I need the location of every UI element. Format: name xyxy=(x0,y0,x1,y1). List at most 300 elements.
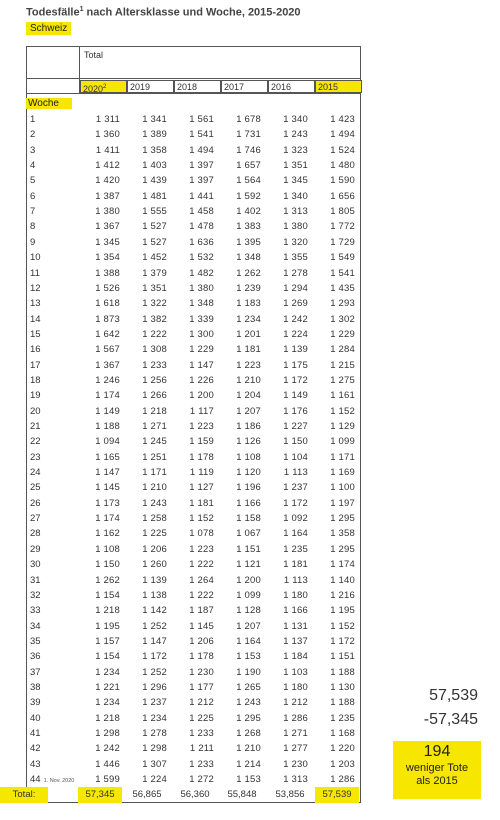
cell-2016: 1 323 xyxy=(283,144,308,156)
cell-2020: 1 221 xyxy=(95,681,120,693)
week-number xyxy=(30,434,41,449)
week-number xyxy=(30,649,41,664)
cell-2020: 1 387 xyxy=(95,190,120,202)
cell-2015: 1 302 xyxy=(330,313,355,325)
cell-2019: 1 224 xyxy=(142,774,167,786)
cell-2020: 1 218 xyxy=(95,712,120,724)
cell-2019: 1 172 xyxy=(142,651,167,663)
cell-2015: 1 656 xyxy=(330,190,355,202)
cell-2017: 1 395 xyxy=(236,236,261,248)
cell-2017: 1 262 xyxy=(236,267,261,279)
week-note: 1. Nov. 2020 xyxy=(43,778,75,785)
cell-2019: 1 225 xyxy=(142,528,167,540)
week-label: 19 xyxy=(30,390,41,402)
cell-2016: 1 340 xyxy=(283,114,308,125)
cell-2019: 1 142 xyxy=(142,605,167,617)
cell-2019: 1 139 xyxy=(142,574,167,586)
cell-2020: 1 157 xyxy=(95,635,120,647)
cell-2018: 1 147 xyxy=(189,359,214,371)
cell-2020: 1 246 xyxy=(95,374,120,386)
week-number xyxy=(30,695,41,710)
table-row xyxy=(26,711,361,726)
cell-2019: 1 527 xyxy=(142,221,167,233)
week-header: Woche xyxy=(26,98,72,109)
cell-2016: 1 113 xyxy=(283,574,308,586)
cell-2020: 1 311 xyxy=(95,114,120,125)
table-row xyxy=(26,450,361,465)
week-number xyxy=(30,342,41,357)
cell-2017: 1 151 xyxy=(236,543,261,555)
totals-label: Total: xyxy=(0,787,48,803)
cell-2016: 1 271 xyxy=(283,728,308,739)
cell-2018: 1 152 xyxy=(189,513,214,525)
cell-2016: 1 166 xyxy=(283,605,308,617)
cell-2018: 1 233 xyxy=(189,758,214,770)
table-row xyxy=(26,603,361,618)
cell-2020: 1 367 xyxy=(95,359,120,371)
week-number xyxy=(30,112,35,127)
cell-2018: 1 181 xyxy=(189,497,214,509)
cell-2020: 1 234 xyxy=(95,666,120,678)
header-rule xyxy=(26,78,361,79)
table-row xyxy=(26,496,361,511)
week-number xyxy=(30,419,41,434)
table-row xyxy=(26,511,361,526)
cell-2015: 1 129 xyxy=(330,421,355,432)
cell-2019: 1 452 xyxy=(142,252,167,264)
table-row xyxy=(26,526,361,541)
year-header-2016 xyxy=(268,80,315,93)
week-number xyxy=(30,373,41,388)
week-label: 22 xyxy=(30,436,41,448)
cell-2017: 1 067 xyxy=(236,528,261,540)
cell-2016: 1 180 xyxy=(283,589,308,601)
cell-2015: 1 100 xyxy=(330,482,355,494)
cell-2015: 1 229 xyxy=(330,328,355,340)
cell-2019: 1 308 xyxy=(142,344,167,356)
cell-2015: 1 295 xyxy=(330,543,355,555)
cell-2018: 1 223 xyxy=(189,421,214,432)
table-row xyxy=(26,158,361,173)
cell-2020: 1 567 xyxy=(95,344,120,356)
cell-2015: 1 216 xyxy=(330,589,355,601)
year-label: 2017 xyxy=(224,82,245,92)
year-header-2015 xyxy=(315,80,362,93)
week-number xyxy=(30,757,41,772)
cell-2019: 1 322 xyxy=(142,298,167,310)
cell-2019: 1 278 xyxy=(142,728,167,739)
week-label: 2 xyxy=(30,129,36,141)
cell-2015: 1 174 xyxy=(330,559,355,571)
table-row xyxy=(26,465,361,480)
cell-2020: 1 446 xyxy=(95,758,120,770)
cell-2017: 1 295 xyxy=(236,712,261,724)
cell-2019: 1 298 xyxy=(142,743,167,755)
cell-2019: 1 555 xyxy=(142,206,167,218)
total-2019: 56,865 xyxy=(132,789,162,800)
cell-2017: 1 183 xyxy=(236,298,261,310)
cell-2018: 1 127 xyxy=(189,482,214,494)
table-row xyxy=(26,373,361,388)
cell-2017: 1 243 xyxy=(236,697,261,709)
week-label: 41 xyxy=(30,728,41,739)
cell-2015: 1 772 xyxy=(330,221,355,233)
cell-2020: 1 108 xyxy=(95,543,120,555)
region-label: Schweiz xyxy=(26,22,71,35)
cell-2016: 1 380 xyxy=(283,221,308,233)
cell-2015: 1 480 xyxy=(330,160,355,172)
cell-2015: 1 286 xyxy=(330,774,355,786)
cell-2019: 1 351 xyxy=(142,282,167,294)
table-row xyxy=(26,726,361,741)
cell-2017: 1 207 xyxy=(236,620,261,632)
cell-2020: 1 147 xyxy=(95,467,120,479)
week-label: 3 xyxy=(30,144,36,156)
cell-2018: 1 339 xyxy=(189,313,214,325)
table-row xyxy=(26,619,361,634)
week-label: 23 xyxy=(30,451,41,463)
table-row xyxy=(26,680,361,695)
cell-2015: 1 152 xyxy=(330,620,355,632)
cell-2018: 1 212 xyxy=(189,697,214,709)
cell-2020: 1 526 xyxy=(95,282,120,294)
table-row xyxy=(26,573,361,588)
table-row xyxy=(26,588,361,603)
cell-2019: 1 307 xyxy=(142,758,167,770)
week-number xyxy=(30,143,35,158)
cell-2016: 1 092 xyxy=(283,513,308,525)
table-row xyxy=(26,757,361,772)
week-label: 4 xyxy=(30,160,36,172)
cell-2016: 1 181 xyxy=(283,559,308,571)
table-row xyxy=(26,327,361,342)
week-number xyxy=(30,711,41,726)
week-number xyxy=(30,281,41,296)
cell-2015: 1 293 xyxy=(330,298,355,310)
week-label: 10 xyxy=(30,252,41,264)
cell-2015: 1 188 xyxy=(330,697,355,709)
cell-2018: 1 145 xyxy=(189,620,214,632)
cell-2016: 1 113 xyxy=(283,467,308,479)
cell-2015: 1 590 xyxy=(330,175,355,187)
cell-2019: 1 138 xyxy=(142,589,167,601)
cell-2019: 1 206 xyxy=(142,543,167,555)
cell-2016: 1 286 xyxy=(283,712,308,724)
week-number xyxy=(30,296,41,311)
cell-2016: 1 351 xyxy=(283,160,308,172)
week-label: 35 xyxy=(30,635,41,647)
week-number xyxy=(30,173,35,188)
cell-2016: 1 355 xyxy=(283,252,308,264)
cell-2016: 1 278 xyxy=(283,267,308,279)
cell-2017: 1 181 xyxy=(236,344,261,356)
cell-2018: 1 119 xyxy=(189,467,214,479)
cell-2017: 1 383 xyxy=(236,221,261,233)
cell-2015: 1 168 xyxy=(330,728,355,739)
cell-2015: 1 151 xyxy=(330,651,355,663)
cell-2020: 1 150 xyxy=(95,559,120,571)
total-2017: 55,848 xyxy=(227,789,257,800)
table-row xyxy=(26,250,361,265)
total-2020: 57,345 xyxy=(78,787,122,803)
cell-2015: 1 195 xyxy=(330,605,355,617)
week-label: 5 xyxy=(30,175,36,187)
cell-2018: 1 159 xyxy=(189,436,214,448)
cell-2020: 1 149 xyxy=(95,405,120,417)
cell-2020: 1 094 xyxy=(95,436,120,448)
week-number xyxy=(30,480,41,495)
cell-2015: 1 161 xyxy=(330,390,355,402)
cell-2016: 1 180 xyxy=(283,681,308,693)
table-row xyxy=(26,419,361,434)
cell-2018: 1 397 xyxy=(189,160,214,172)
table-row xyxy=(26,173,361,188)
cell-2018: 1 177 xyxy=(189,681,214,693)
table-row xyxy=(26,219,361,234)
cell-2020: 1 188 xyxy=(95,421,120,432)
cell-2020: 1 412 xyxy=(95,160,120,172)
cell-2019: 1 234 xyxy=(142,712,167,724)
cell-2018: 1 494 xyxy=(189,144,214,156)
footnote-marker: 2 xyxy=(103,84,107,90)
year-header-2019 xyxy=(127,80,174,93)
table-row xyxy=(26,772,361,787)
cell-2015: 1 284 xyxy=(330,344,355,356)
page-title: Todesfälle$^1$ nach Altersklasse und Woche, 2015-2020 xyxy=(26,6,301,19)
week-number xyxy=(30,665,41,680)
cell-2016: 1 175 xyxy=(283,359,308,371)
cell-2020: 1 145 xyxy=(95,482,120,494)
table-row xyxy=(26,112,361,127)
table-row xyxy=(26,189,361,204)
table-row xyxy=(26,143,361,158)
week-number xyxy=(30,204,35,219)
week-label: 29 xyxy=(30,543,41,555)
cell-2017: 1 210 xyxy=(236,374,261,386)
cell-2018: 1 211 xyxy=(189,743,214,755)
cell-2017: 1 402 xyxy=(236,206,261,218)
table-row xyxy=(26,542,361,557)
cell-2015: 1 235 xyxy=(330,712,355,724)
week-label: 1 xyxy=(30,114,36,125)
week-number xyxy=(30,388,41,403)
week-number xyxy=(30,511,41,526)
cell-2017: 1 210 xyxy=(236,743,261,755)
calc-line-1: 57,539 xyxy=(429,687,478,704)
week-label: 31 xyxy=(30,574,41,586)
cell-2020: 1 367 xyxy=(95,221,120,233)
cell-2015: 1 171 xyxy=(330,451,355,463)
cell-2019: 1 258 xyxy=(142,513,167,525)
week-label: 27 xyxy=(30,513,41,525)
cell-2017: 1 746 xyxy=(236,144,261,156)
cell-2017: 1 153 xyxy=(236,774,261,786)
cell-2019: 1 245 xyxy=(142,436,167,448)
week-label: 14 xyxy=(30,313,41,325)
cell-2020: 1 165 xyxy=(95,451,120,463)
cell-2017: 1 204 xyxy=(236,390,261,402)
year-label: 2020 xyxy=(83,84,104,94)
week-label: 7 xyxy=(30,206,36,218)
table-row xyxy=(26,266,361,281)
week-label: 28 xyxy=(30,528,41,540)
cell-2020: 1 618 xyxy=(95,298,120,310)
year-header-2017 xyxy=(221,80,268,93)
cell-2015: 1 423 xyxy=(330,114,355,125)
cell-2017: 1 731 xyxy=(236,129,261,141)
week-label: 17 xyxy=(30,359,41,371)
table-row xyxy=(26,296,361,311)
week-label: 20 xyxy=(30,405,41,417)
cell-2020: 1 195 xyxy=(95,620,120,632)
cell-2018: 1 264 xyxy=(189,574,214,586)
cell-2017: 1 120 xyxy=(236,467,261,479)
cell-2020: 1 234 xyxy=(95,697,120,709)
cell-2020: 1 154 xyxy=(95,589,120,601)
week-label: 8 xyxy=(30,221,36,233)
week-number xyxy=(30,619,41,634)
table-row xyxy=(26,204,361,219)
cell-2018: 1 397 xyxy=(189,175,214,187)
cell-2016: 1 340 xyxy=(283,190,308,202)
cell-2016: 1 150 xyxy=(283,436,308,448)
cell-2015: 1 729 xyxy=(330,236,355,248)
cell-2018: 1 226 xyxy=(189,374,214,386)
week-number xyxy=(30,465,41,480)
cell-2016: 1 131 xyxy=(283,620,308,632)
week-label: 30 xyxy=(30,559,41,571)
week-number xyxy=(30,542,41,557)
difference-text-1: weniger Tote xyxy=(405,762,469,774)
cell-2018: 1 233 xyxy=(189,728,214,739)
cell-2020: 1 420 xyxy=(95,175,120,187)
cell-2020: 1 298 xyxy=(95,728,120,739)
week-number xyxy=(30,158,35,173)
cell-2016: 1 224 xyxy=(283,328,308,340)
calc-line-2: -57,345 xyxy=(423,711,478,728)
cell-2020: 1 873 xyxy=(95,313,120,325)
cell-2017: 1 657 xyxy=(236,160,261,172)
cell-2018: 1 532 xyxy=(189,252,214,264)
table-row xyxy=(26,358,361,373)
cell-2018: 1 200 xyxy=(189,390,214,402)
week-number xyxy=(30,450,41,465)
week-label: 32 xyxy=(30,589,41,601)
week-label: 24 xyxy=(30,467,41,479)
cell-2019: 1 251 xyxy=(142,451,167,463)
year-label: 2019 xyxy=(130,82,151,92)
week-label: 42 xyxy=(30,743,41,755)
cell-2018: 1 458 xyxy=(189,206,214,218)
cell-2016: 1 176 xyxy=(283,405,308,417)
cell-2020: 1 242 xyxy=(95,743,120,755)
week-number xyxy=(30,526,41,541)
cell-2015: 1 169 xyxy=(330,467,355,479)
week-label: 15 xyxy=(30,328,41,340)
cell-2017: 1 564 xyxy=(236,175,261,187)
total-2018: 56,360 xyxy=(180,789,210,800)
difference-value: 194 xyxy=(423,743,451,760)
cell-2020: 1 599 xyxy=(95,774,120,786)
cell-2017: 1 265 xyxy=(236,681,261,693)
cell-2018: 1 178 xyxy=(189,651,214,663)
week-number xyxy=(30,312,41,327)
cell-2017: 1 108 xyxy=(236,451,261,463)
week-number xyxy=(30,266,40,281)
cell-2015: 1 140 xyxy=(330,574,355,586)
week-label: 12 xyxy=(30,282,41,294)
cell-2016: 1 243 xyxy=(283,129,308,141)
cell-2020: 1 388 xyxy=(95,267,120,279)
cell-2019: 1 237 xyxy=(142,697,167,709)
table-row xyxy=(26,281,361,296)
cell-2018: 1 636 xyxy=(189,236,214,248)
table-row xyxy=(26,634,361,649)
cell-2019: 1 527 xyxy=(142,236,167,248)
year-label: 2018 xyxy=(177,82,198,92)
cell-2020: 1 162 xyxy=(95,528,120,540)
cell-2019: 1 222 xyxy=(142,328,167,340)
cell-2015: 1 215 xyxy=(330,359,355,371)
cell-2017: 1 153 xyxy=(236,651,261,663)
cell-2017: 1 166 xyxy=(236,497,261,509)
table-row xyxy=(26,557,361,572)
week-number xyxy=(30,235,35,250)
cell-2017: 1 223 xyxy=(236,359,261,371)
cell-2016: 1 320 xyxy=(283,236,308,248)
total-2015: 57,539 xyxy=(315,787,359,803)
cell-2018: 1 229 xyxy=(189,344,214,356)
cell-2019: 1 439 xyxy=(142,175,167,187)
cell-2018: 1 178 xyxy=(189,451,214,463)
cell-2019: 1 296 xyxy=(142,681,167,693)
cell-2015: 1 188 xyxy=(330,666,355,678)
year-label: 2016 xyxy=(271,82,292,92)
cell-2015: 1 275 xyxy=(330,374,355,386)
cell-2017: 1 200 xyxy=(236,574,261,586)
week-number xyxy=(30,404,41,419)
totals-row xyxy=(0,787,362,803)
table-row xyxy=(26,434,361,449)
week-label: 38 xyxy=(30,681,41,693)
table-row xyxy=(26,695,361,710)
cell-2019: 1 171 xyxy=(142,467,167,479)
cell-2016: 1 227 xyxy=(283,421,308,432)
cell-2017: 1 126 xyxy=(236,436,261,448)
week-label: 18 xyxy=(30,374,41,386)
week-label: 40 xyxy=(30,712,41,724)
cell-2016: 1 313 xyxy=(283,774,308,786)
cell-2015: 1 524 xyxy=(330,144,355,156)
cell-2019: 1 210 xyxy=(142,482,167,494)
cell-2016: 1 137 xyxy=(283,635,308,647)
cell-2018: 1 348 xyxy=(189,298,214,310)
difference-box xyxy=(393,741,481,799)
cell-2018: 1 478 xyxy=(189,221,214,233)
cell-2015: 1 805 xyxy=(330,206,355,218)
week-number xyxy=(30,557,41,572)
cell-2019: 1 218 xyxy=(142,405,167,417)
week-label: 6 xyxy=(30,190,36,202)
week-number xyxy=(30,189,35,204)
cell-2018: 1 300 xyxy=(189,328,214,340)
cell-2019: 1 252 xyxy=(142,666,167,678)
cell-2016: 1 172 xyxy=(283,374,308,386)
cell-2015: 1 220 xyxy=(330,743,355,755)
week-number xyxy=(30,219,35,234)
week-number xyxy=(30,496,41,511)
cell-2020: 1 360 xyxy=(95,129,120,141)
